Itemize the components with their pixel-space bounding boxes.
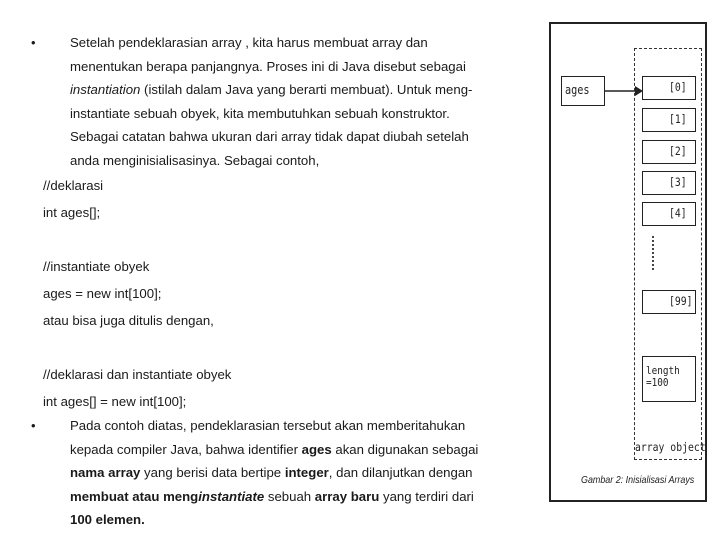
- bullet1-line-4: instantiate sebuah obyek, kita membutuhkan sebuah konstruktor.: [70, 105, 450, 121]
- term-array-baru: array baru: [314, 488, 380, 504]
- code-comment-deklarasi: //deklarasi: [43, 178, 104, 193]
- length-text: length: [646, 364, 680, 377]
- cell-index-99: [99]: [669, 294, 693, 308]
- array-object-label: array object: [635, 440, 706, 454]
- length-label: [646, 365, 680, 389]
- ellipsis-dots: [652, 236, 656, 270]
- bullet-marker: •: [31, 35, 36, 50]
- term-integer: integer: [284, 465, 329, 481]
- bullet2-line-3-d: , dan dilanjutkan dengan: [328, 465, 473, 481]
- bullet1-line-2: menentukan berapa panjangnya. Proses ini di Java disebut sebagai: [70, 58, 466, 74]
- bullet2-line-2: [70, 438, 525, 462]
- term-instantiate: instantiate: [198, 488, 265, 504]
- bullet2-line-4-c: sebuah: [264, 488, 315, 504]
- code-instantiation: ages = new int[100];: [43, 286, 162, 301]
- ages-label: ages: [565, 83, 590, 97]
- figure-caption: Gambar 2: Inisialisasi Arrays: [581, 474, 695, 486]
- bullet2-line-1: Pada contoh diatas, pendeklarasian tersebut akan memberitahukan: [70, 418, 466, 433]
- term-membuat: membuat atau meng: [70, 488, 199, 504]
- term-nama-array: nama array: [70, 465, 141, 481]
- cell-index-0: [0]: [669, 80, 687, 94]
- bullet1-line-1: Setelah pendeklarasian array , kita harus membuat array dan: [70, 35, 428, 50]
- bullet2-line-4-e: yang terdiri dari: [379, 488, 474, 504]
- code-comment-combined: //deklarasi dan instantiate obyek: [43, 367, 232, 382]
- bullet2-line-4: [70, 485, 525, 509]
- bullet2-line-2-a: kepada compiler Java, bahwa identifier: [70, 441, 302, 457]
- array-figure: [549, 22, 707, 502]
- code-combined: int ages[] = new int[100];: [43, 394, 187, 409]
- length-value: =100: [646, 376, 669, 389]
- code-comment-instantiate: //instantiate obyek: [43, 259, 150, 274]
- bullet1-line-5: Sebagai catatan bahwa ukuran dari array tidak dapat diubah setelah: [70, 129, 469, 145]
- bullet2-line-2-c: akan digunakan sebagai: [331, 441, 479, 457]
- term-100-elemen: 100 elemen.: [70, 512, 145, 528]
- bullet1-line-3: [70, 78, 525, 102]
- cell-index-1: [1]: [669, 112, 687, 126]
- bullet-text-2: [70, 414, 525, 532]
- bullet2-line-5: [70, 508, 525, 532]
- bullet-text-1: [70, 31, 525, 173]
- cell-index-2: [2]: [669, 144, 687, 158]
- alternative-text: atau bisa juga ditulis dengan,: [43, 313, 214, 328]
- bullet2-line-3-b: yang berisi data bertipe: [140, 465, 285, 481]
- cell-index-3: [3]: [669, 175, 687, 189]
- code-declaration: int ages[];: [43, 205, 101, 220]
- bullet1-line-3-rest: (istilah dalam Java yang berarti membuat). Untuk meng-: [140, 82, 473, 98]
- bullet1-line-6: anda menginisialisasinya. Sebagai contoh,: [70, 152, 320, 168]
- bullet-marker: •: [31, 418, 36, 433]
- identifier-ages: ages: [301, 441, 332, 457]
- term-instantiation: instantiation: [70, 82, 141, 98]
- bullet2-line-3: [70, 461, 525, 485]
- cell-index-4: [4]: [669, 206, 687, 220]
